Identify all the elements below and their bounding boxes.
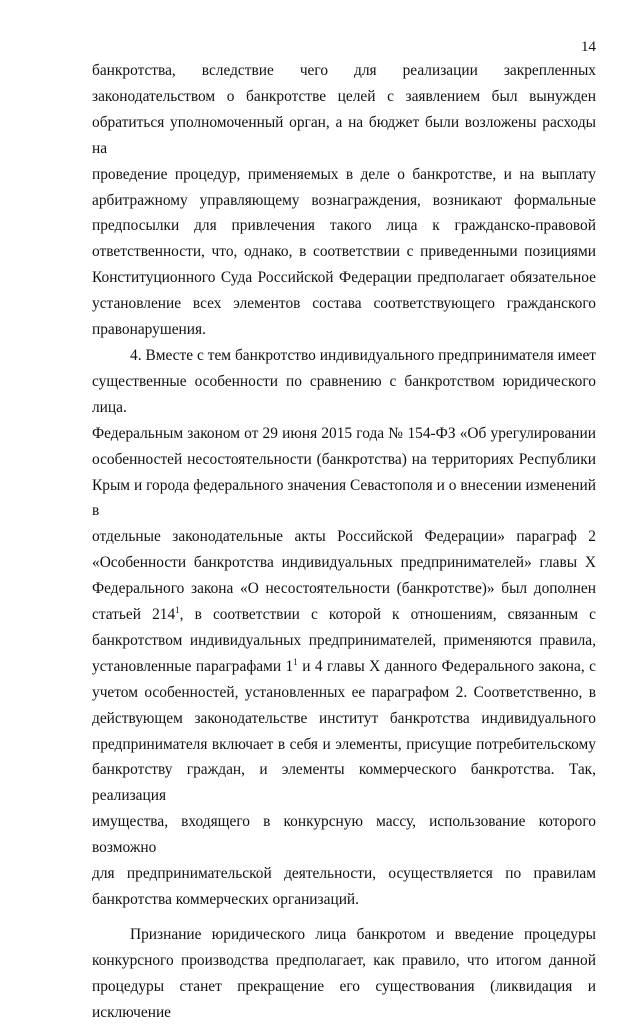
text-line: Признание юридического лица банкротом и введение процедуры xyxy=(130,925,596,943)
text-line: обратиться уполномоченный орган, а на бюджет были возложены расходы на xyxy=(92,113,596,157)
text-line: процедуры станет прекращение его существования (ликвидация и исключение xyxy=(92,977,596,1021)
text-line: Федеральным законом от 29 июня 2015 года № 154-ФЗ «Об урегулировании xyxy=(92,424,596,442)
text-line: для предпринимательской деятельности, осуществляется по правилам xyxy=(92,865,596,883)
paragraph-3 xyxy=(92,922,596,1026)
text-line: банкротством индивидуальных предпринимателей, применяются правила, xyxy=(92,631,596,649)
page-number: 14 xyxy=(581,39,596,55)
text-line: проведение процедур, применяемых в деле о банкротстве, и на выплату xyxy=(92,165,596,183)
text-line: Крым и города федерального значения Севастополя и о внесении изменений в xyxy=(92,476,596,520)
text-line: учетом особенностей, установленных ее параграфом 2. Соответственно, в xyxy=(92,683,596,701)
text-line: установление всех элементов состава соответствующего гражданского xyxy=(92,295,596,313)
text-run: и 4 главы X данного Федерального закона, с xyxy=(297,657,596,675)
superscript: 1 xyxy=(175,605,180,616)
text-line: имущества, входящего в конкурсную массу, использование которого возможно xyxy=(92,813,596,857)
text-run: , в соответствии с которой к отношениям, связанным с xyxy=(179,606,596,624)
document-body xyxy=(92,58,596,1026)
text-run: установленные параграфами 1 xyxy=(92,657,294,675)
text-line xyxy=(92,602,596,628)
text-line: предпринимателя включает в себя и элементы, присущие потребительскому xyxy=(92,735,596,753)
paragraph-1 xyxy=(92,58,596,343)
text-line: банкротства, вследствие чего для реализации закрепленных xyxy=(92,62,596,79)
text-line: ответственности, что, однако, в соответствии с приведенными позициями xyxy=(92,243,596,261)
text-line: действующем законодательстве институт банкротства индивидуального xyxy=(92,709,596,727)
text-line: Конституционного Суда Российской Федерации предполагает обязательное xyxy=(92,269,596,287)
text-line: банкротству граждан, и элементы коммерческого банкротства. Так, реализация xyxy=(92,761,596,805)
text-line: банкротства коммерческих организаций. xyxy=(92,891,360,908)
text-line: 4. Вместе с тем банкротство индивидуального предпринимателя имеет xyxy=(130,346,596,364)
text-run: статьей 214 xyxy=(92,606,176,624)
text-line: предпосылки для привлечения такого лица к гражданско-правовой xyxy=(92,217,596,235)
text-line: особенностей несостоятельности (банкротства) на территориях Республики xyxy=(92,450,596,468)
text-line: отдельные законодательные акты Российской Федерации» параграф 2 xyxy=(92,528,596,546)
text-line: «Особенности банкротства индивидуальных предпринимателей» главы X xyxy=(92,554,596,572)
text-line: существенные особенности по сравнению с банкротством юридического лица. xyxy=(92,372,596,416)
text-line: Федерального закона «О несостоятельности (банкротстве)» был дополнен xyxy=(92,580,596,598)
text-line: правонарушения. xyxy=(92,321,206,339)
paragraph-2 xyxy=(92,343,596,913)
text-line: конкурсного производства предполагает, как правило, что итогом данной xyxy=(92,951,596,969)
text-line: арбитражному управляющему вознаграждения, возникают формальные xyxy=(92,191,596,209)
text-line xyxy=(92,654,596,680)
superscript: 1 xyxy=(293,656,298,667)
text-line: законодательством о банкротстве целей с заявлением был вынужден xyxy=(92,87,596,105)
